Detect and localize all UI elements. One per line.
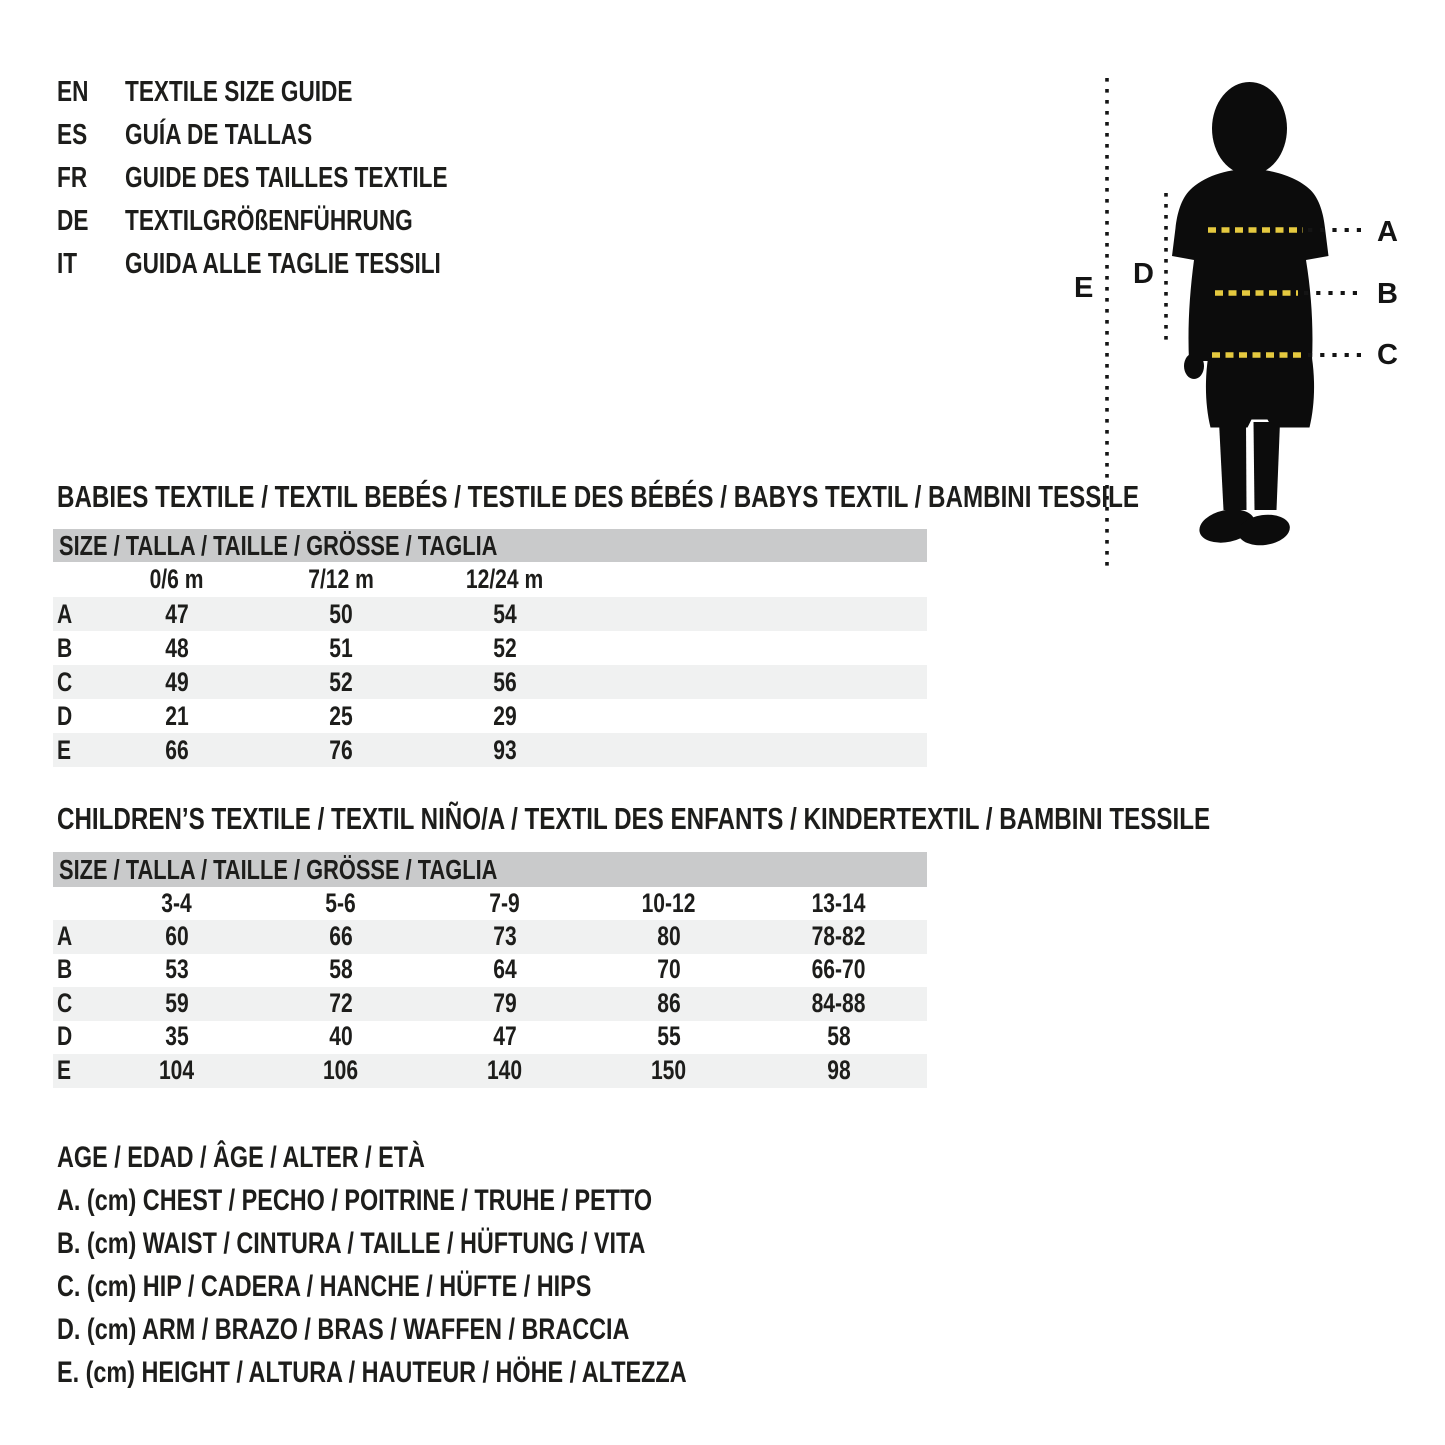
row-label: D [57,1021,73,1052]
column-header: 3-4 [161,887,193,918]
row-label: C [57,987,73,1018]
size-value: 78-82 [812,920,866,951]
row-label: E [57,1054,72,1085]
legend-hip-line: C. (cm) HIP / CADERA / HANCHE / HÜFTE / HIPS [57,1269,592,1303]
legend-age-line: AGE / EDAD / ÂGE / ALTER / ETÀ [57,1140,425,1174]
legend-waist-line: B. (cm) WAIST / CINTURA / TAILLE / HÜFTUNG / VITA [57,1226,646,1260]
size-value: 49 [165,666,189,697]
column-header: 12/24 m [466,564,544,594]
legend-chest-line: A. (cm) CHEST / PECHO / POITRINE / TRUHE / PETTO [57,1183,653,1217]
size-value: 53 [165,954,189,985]
column-header: 7-9 [489,887,521,918]
guide-title-it: GUIDA ALLE TAGLIE TESSILI [125,248,441,280]
size-value: 86 [657,987,681,1018]
size-value: 54 [493,598,517,629]
size-value: 66 [165,734,189,765]
lang-code: ES [57,119,88,151]
lang-code: EN [57,76,89,108]
size-value: 93 [493,734,517,765]
table-row [53,1054,927,1088]
column-header: 13-14 [812,887,866,918]
size-value: 60 [165,920,189,951]
size-value: 73 [493,920,517,951]
row-label: B [57,954,73,985]
lang-row-it [57,243,539,286]
size-value: 47 [493,1021,517,1052]
table-row [53,954,927,988]
column-header: 10-12 [642,887,696,918]
size-value: 47 [165,598,189,629]
size-value: 70 [657,954,681,985]
language-title-block [57,71,539,286]
size-value: 55 [657,1021,681,1052]
lang-code: FR [57,162,88,194]
table-row [53,1021,927,1055]
column-header: 7/12 m [308,564,374,594]
size-header-bar: SIZE / TALLA / TAILLE / GRÖSSE / TAGLIA [53,529,927,562]
size-value: 150 [651,1054,687,1085]
table-row [53,699,927,733]
size-value: 140 [487,1054,523,1085]
column-header-row [53,562,927,597]
table-row [53,987,927,1021]
column-header-row [53,887,927,920]
lang-row-en [57,71,539,114]
measurement-legend [57,1136,864,1394]
table-row [53,733,927,767]
babies-section-title: BABIES TEXTILE / TEXTIL BEBÉS / TESTILE DES BÉBÉS / BABYS TEXTIL / BAMBINI TESSILE [57,479,1139,514]
children-size-table [53,852,927,1088]
column-header: 5-6 [325,887,357,918]
size-value: 80 [657,920,681,951]
row-label: B [57,632,73,663]
size-value: 21 [165,700,189,731]
guide-title-fr: GUIDE DES TAILLES TEXTILE [125,162,448,194]
lang-code: DE [57,205,89,237]
row-label: A [57,920,73,951]
guide-title-de: TEXTILGRÖßENFÜHRUNG [125,205,413,237]
size-value: 106 [323,1054,359,1085]
size-value: 66-70 [812,954,866,985]
size-value: 50 [329,598,353,629]
column-header: 0/6 m [150,564,204,594]
size-value: 25 [329,700,353,731]
size-value: 59 [165,987,189,1018]
table-row [53,597,927,631]
size-value: 72 [329,987,353,1018]
size-value: 29 [493,700,517,731]
row-label: D [57,700,73,731]
size-value: 51 [329,632,353,663]
size-value: 64 [493,954,517,985]
size-value: 76 [329,734,353,765]
guide-title-en: TEXTILE SIZE GUIDE [125,76,353,108]
size-value: 48 [165,632,189,663]
size-value: 52 [493,632,517,663]
size-value: 58 [827,1021,851,1052]
guide-title-es: GUÍA DE TALLAS [125,119,313,151]
babies-size-table [53,529,927,767]
child-silhouette [1172,82,1329,548]
size-value: 35 [165,1021,189,1052]
size-header-bar: SIZE / TALLA / TAILLE / GRÖSSE / TAGLIA [53,852,927,887]
size-value: 52 [329,666,353,697]
children-section-title: CHILDREN’S TEXTILE / TEXTIL NIÑO/A / TEXTIL DES ENFANTS / KINDERTEXTIL / BAMBINI TESSILE [57,801,1211,836]
lang-row-fr [57,157,539,200]
lang-code: IT [57,248,78,280]
size-value: 104 [159,1054,195,1085]
lang-row-es [57,114,539,157]
size-value: 56 [493,666,517,697]
row-label: E [57,734,72,765]
figure-label-waist: B [1377,278,1398,310]
table-row [53,631,927,665]
size-value: 58 [329,954,353,985]
size-value: 79 [493,987,517,1018]
size-value: 40 [329,1021,353,1052]
figure-label-hip: C [1377,339,1398,371]
legend-arm-line: D. (cm) ARM / BRAZO / BRAS / WAFFEN / BRACCIA [57,1312,630,1346]
row-label: C [57,666,73,697]
figure-label-height: E [1074,272,1094,304]
size-value: 84-88 [812,987,866,1018]
table-row [53,665,927,699]
size-value: 98 [827,1054,851,1085]
size-value: 66 [329,920,353,951]
lang-row-de [57,200,539,243]
figure-label-chest: A [1377,216,1398,248]
row-label: A [57,598,73,629]
table-row [53,920,927,954]
figure-label-arm: D [1133,258,1154,290]
legend-height-line: E. (cm) HEIGHT / ALTURA / HAUTEUR / HÖHE / ALTEZZA [57,1355,687,1389]
